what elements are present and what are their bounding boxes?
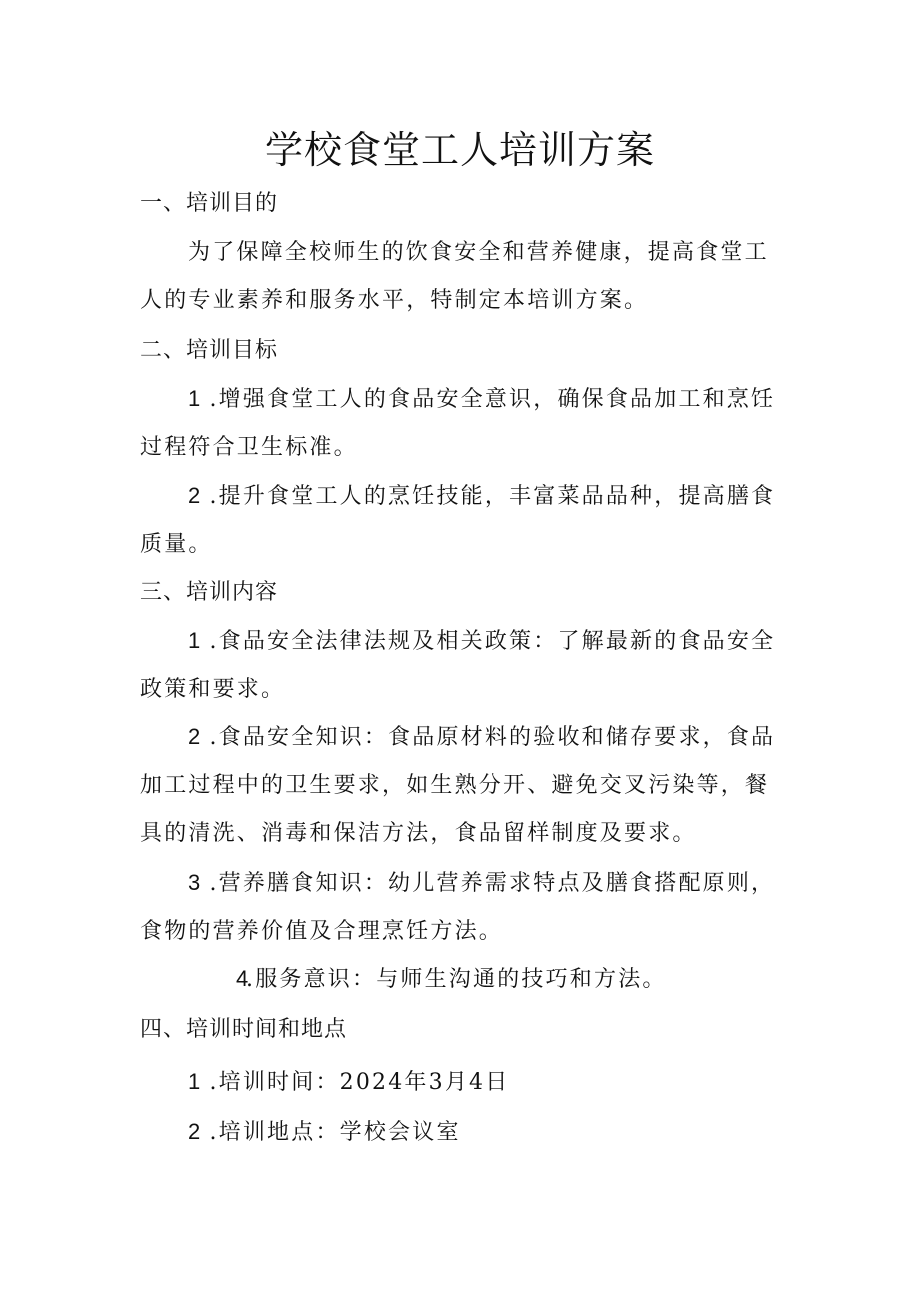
item-number: 3 (188, 870, 201, 895)
item-number: 1 (188, 386, 201, 411)
item-number: 4 (236, 966, 249, 991)
item-text: .食品安全法律法规及相关政策：了解最新的食品安全政策和要求。 (140, 629, 776, 702)
item-text: .提升食堂工人的烹饪技能，丰富菜品品种，提高膳食质量。 (140, 484, 776, 557)
paragraph-purpose: 为了保障全校师生的饮食安全和营养健康，提高食堂工人的专业素养和服务水平，特制定本培训方案。 (140, 240, 769, 313)
section-heading-goals: 二、培训目标 (140, 338, 279, 363)
item-text: .服务意识：与师生沟通的技巧和方法。 (246, 967, 667, 992)
paragraph-content-3 (140, 859, 780, 956)
section-heading-time-place: 四、培训时间和地点 (140, 1017, 348, 1042)
paragraph-content-4 (140, 955, 780, 1004)
item-text: .培训地点：学校会议室 (209, 1120, 461, 1145)
section-heading-content: 三、培训内容 (140, 580, 279, 605)
item-number: 1 (188, 1069, 201, 1094)
document-title: 学校食堂工人培训方案 (264, 128, 655, 172)
paragraph-place (140, 1108, 780, 1157)
item-number: 2 (188, 724, 201, 749)
paragraph-time (140, 1058, 780, 1107)
paragraph-goal-2 (140, 472, 780, 569)
item-text: .增强食堂工人的食品安全意识，确保食品加工和烹饪过程符合卫生标准。 (140, 387, 776, 460)
item-number: 2 (188, 483, 201, 508)
item-text: .营养膳食知识：幼儿营养需求特点及膳食搭配原则，食物的营养价值及合理烹饪方法。 (140, 871, 776, 944)
item-text: .食品安全知识：食品原材料的验收和储存要求，食品加工过程中的卫生要求，如生熟分开、避免交叉污染等，餐具的清洗、消毒和保洁方法，食品留样制度及要求。 (140, 725, 776, 846)
item-text: .培训时间：2024年3月4日 (209, 1070, 510, 1095)
item-number: 1 (188, 628, 201, 653)
paragraph-content-1 (140, 617, 780, 714)
paragraph-content-2 (140, 713, 780, 858)
item-number: 2 (188, 1119, 201, 1144)
section-heading-purpose: 一、培训目的 (140, 191, 279, 216)
paragraph-goal-1 (140, 375, 780, 472)
